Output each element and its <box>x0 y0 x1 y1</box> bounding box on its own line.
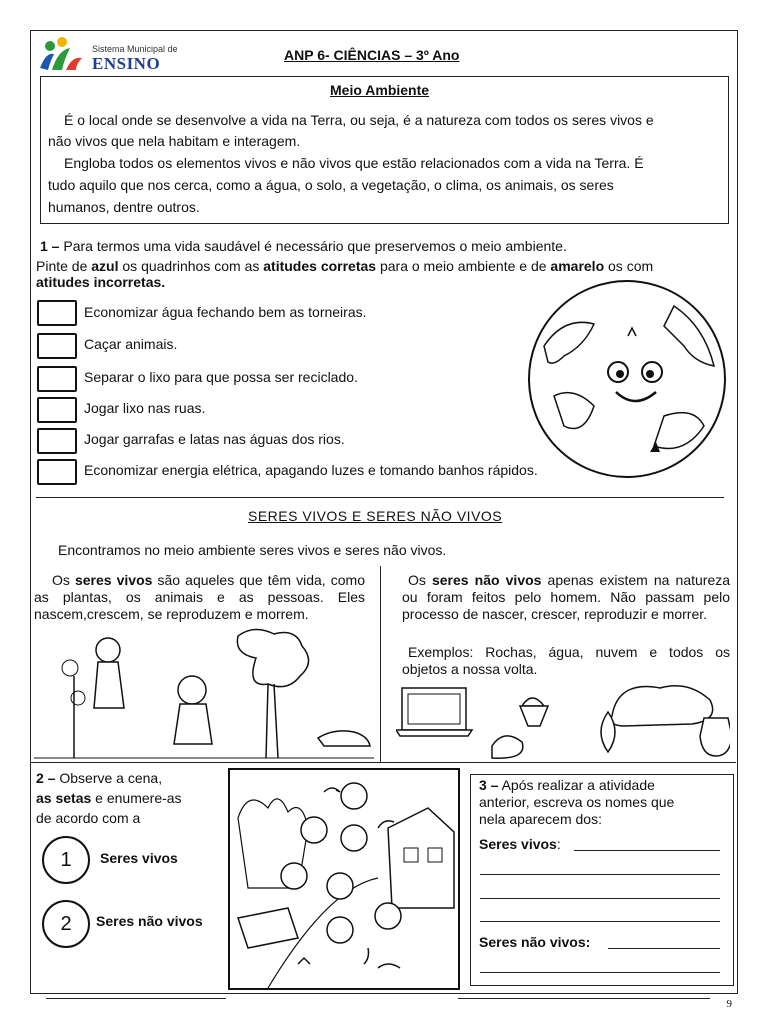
q3-text <box>479 777 729 828</box>
q2-text-b: as setas <box>36 790 92 806</box>
q1-instr-b: os quadrinhos com as <box>118 258 264 274</box>
nao-text-a: Os <box>408 572 432 588</box>
intro-p1-line1: É o local onde se desenvolve a vida na Terra, ou seja, é a natureza com todos os seres vivos e <box>64 112 654 128</box>
legend-circle-2: 2 <box>42 900 90 948</box>
vivos-text <box>34 572 365 623</box>
q3-line2: anterior, escreva os nomes que <box>479 794 675 810</box>
color-box-5[interactable] <box>37 428 77 454</box>
q2-text-c: e enumere-as <box>91 790 182 806</box>
q3-vivos-label <box>479 834 561 855</box>
vivos-text-c: são aqueles que têm vida, como as plantas, os animais e as pessoas. Eles nascem,crescem, se reproduzem e morrem. <box>34 572 365 622</box>
logo-subtitle: Sistema Municipal de <box>92 44 178 54</box>
bottom-divider <box>30 762 736 763</box>
q1-instr-a: Pinte de <box>36 258 92 274</box>
q1-instr-corretas: atitudes corretas <box>263 258 377 274</box>
nao-text-c: apenas existem na natureza ou foram feitos pelo homem. Não passam pelo processo de nascer, crescer, reproduzir e morrer. <box>402 572 731 622</box>
earth-illustration <box>524 276 730 482</box>
answer-line-nao-2[interactable] <box>480 972 720 973</box>
color-box-2[interactable] <box>37 333 77 359</box>
answer-line-vivos-2[interactable] <box>480 874 720 875</box>
page-number: 9 <box>726 998 732 1010</box>
nao-vivos-text <box>402 572 730 623</box>
q1-instr-incorretas: atitudes incorretas. <box>36 274 166 290</box>
nao-text-b: seres não vivos <box>431 572 542 588</box>
intro-p2-line1: Engloba todos os elementos vivos e não vivos que estão relacionados com a vida na Terra. É <box>64 155 644 171</box>
intro-title: Meio Ambiente <box>330 82 430 98</box>
q1-item-1: Economizar água fechando bem as torneiras. <box>84 304 367 320</box>
footer-line-left <box>46 998 226 999</box>
color-box-3[interactable] <box>37 366 77 392</box>
q1-item-6: Economizar energia elétrica, apagando luzes e tomando banhos rápidos. <box>84 462 538 478</box>
q3-line3: nela aparecem dos: <box>479 811 602 827</box>
exemplos-text: Exemplos: Rochas, água, nuvem e todos os objetos a nossa volta. <box>402 644 730 677</box>
q3-number: 3 – <box>479 777 499 793</box>
q1-item-5: Jogar garrafas e latas nas águas dos rios. <box>84 431 345 447</box>
intro-p2-line2: tudo aquilo que nos cerca, como a água, o solo, a vegetação, o clima, os animais, os seres <box>48 177 614 193</box>
q1-item-4: Jogar lixo nas ruas. <box>84 400 206 416</box>
non-living-illustration <box>396 676 730 762</box>
seres-intro: Encontramos no meio ambiente seres vivos e seres não vivos. <box>58 542 447 558</box>
q1-lead-text: Para termos uma vida saudável é necessário que preservemos o meio ambiente. <box>59 238 567 254</box>
q2-text-d: de acordo com a <box>36 810 141 826</box>
legend-label-1: Seres vivos <box>100 850 178 866</box>
q1-number: 1 – <box>40 238 60 254</box>
intro-p2-line3: humanos, dentre outros. <box>48 199 200 215</box>
seres-title: SERES VIVOS E SERES NÃO VIVOS <box>248 508 503 524</box>
logo-title: ENSINO <box>92 54 161 73</box>
legend-circle-1: 1 <box>42 836 90 884</box>
answer-line-nao-1[interactable] <box>608 948 720 949</box>
q3-vivos-colon: : <box>556 836 561 852</box>
q1-instr-amarelo: amarelo <box>550 258 605 274</box>
color-box-6[interactable] <box>37 459 77 485</box>
color-box-1[interactable] <box>37 300 77 326</box>
legend-label-2: Seres não vivos <box>96 913 203 929</box>
intro-p1-line2: não vivos que nela habitam e interagem. <box>48 133 301 149</box>
q3-line1: Após realizar a atividade <box>498 777 655 793</box>
q2-text-a: Observe a cena, <box>55 770 163 786</box>
vivos-text-b: seres vivos <box>74 572 153 588</box>
q1-instr-azul: azul <box>91 258 119 274</box>
q1-item-3: Separar o lixo para que possa ser reciclado. <box>84 369 358 385</box>
color-box-4[interactable] <box>37 397 77 423</box>
answer-line-vivos-3[interactable] <box>480 898 720 899</box>
q3-nao-label: Seres não vivos: <box>479 934 591 950</box>
q1-instr-c: para o meio ambiente e de <box>376 258 551 274</box>
q1-instr-d: os com <box>604 258 654 274</box>
vivos-text-a: Os <box>52 572 75 588</box>
answer-line-vivos-1[interactable] <box>574 850 720 851</box>
q1-lead <box>40 236 567 257</box>
footer-line-right <box>458 998 710 999</box>
page-title: ANP 6- CIÊNCIAS – 3º Ano <box>284 47 460 63</box>
q1-item-2: Caçar animais. <box>84 336 178 352</box>
column-divider <box>380 566 381 762</box>
living-beings-illustration <box>34 628 374 762</box>
answer-line-vivos-4[interactable] <box>480 921 720 922</box>
q2-text <box>36 768 216 828</box>
scene-illustration <box>228 768 460 990</box>
section-divider <box>36 497 724 498</box>
q3-vivos-label-text: Seres vivos <box>479 836 557 852</box>
q2-number: 2 – <box>36 770 56 786</box>
